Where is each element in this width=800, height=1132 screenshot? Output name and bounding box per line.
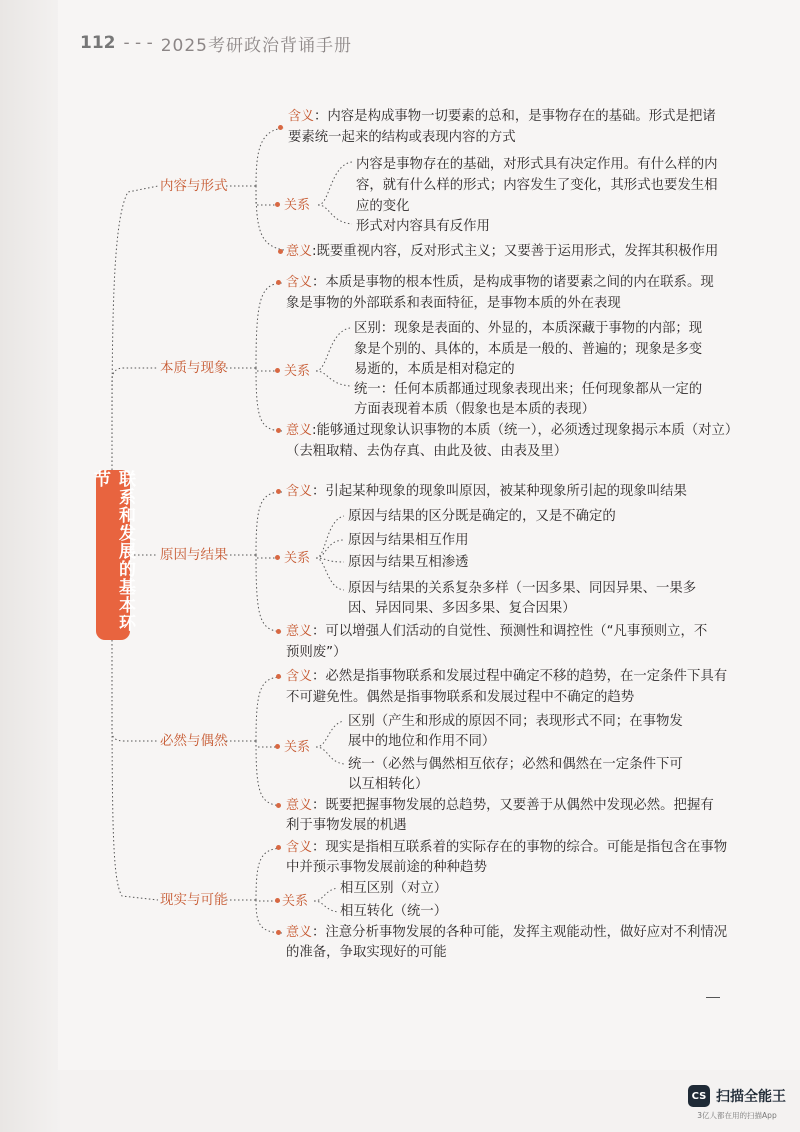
text: ：可以增强人们活动的自觉性、预测性和调控性（“凡事预则立，不 [312, 624, 708, 639]
text: ：现实是指相互联系着的实际存在的事物的综合。可能是指包含在事物 [312, 840, 728, 855]
label-relation: 关系 [284, 364, 311, 379]
necessity-definition-line1 [286, 666, 727, 687]
essence-definition-line1 [286, 272, 714, 293]
text: ：必然是指事物联系和发展过程中确定不移的趋势，在一定条件下具有 [312, 669, 728, 684]
cause-relation4-line2: 因、异因同果、多因多果、复合因果） [348, 601, 576, 616]
text: ：引起某种现象的现象叫原因，被某种现象所引起的现象叫结果 [312, 484, 687, 499]
content-form-relation1-line2: 容，就有什么样的形式；内容发生了变化，其形式也要发生相 [356, 178, 718, 193]
bullet-dot [276, 845, 281, 850]
bullet-dot [275, 555, 280, 560]
bullet-dot [275, 898, 280, 903]
root-label: 联系和发展的基本环节 [90, 470, 135, 632]
content-form-significance [286, 241, 718, 262]
text: :能够通过现象认识事物的本质（统一），必须透过现象揭示本质（对立） [312, 423, 739, 438]
label-meaning: 含义 [286, 840, 313, 855]
necessity-relation1-line1: 区别（产生和形成的原因不同；表现形式不同；在事物发 [348, 714, 683, 729]
cause-definition [286, 481, 687, 502]
watermark-tagline: 3亿人都在用的扫描App [697, 1111, 777, 1120]
node-necessity-chance: 必然与偶然 [160, 733, 228, 749]
bullet-dot [278, 125, 283, 130]
essence-significance-line2: （去粗取精、去伪存真、由此及彼、由表及里） [286, 444, 568, 459]
label-meaning: 含义 [286, 484, 313, 499]
camscanner-logo-icon: CS [688, 1085, 710, 1107]
watermark-name: 扫描全能王 [716, 1089, 786, 1105]
bullet-dot [275, 202, 280, 207]
label-significance: 意义 [286, 798, 313, 813]
label-significance: 意义 [286, 423, 313, 438]
reality-significance-line2: 的准备，争取实现好的可能 [286, 945, 447, 960]
essence-relation2-line1: 统一：任何本质都通过现象表现出来；任何现象都从一定的 [354, 382, 703, 397]
content-form-relation2-line1: 形式对内容具有反作用 [356, 219, 490, 234]
essence-definition-line2: 象是事物的外部联系和表面特征，是事物本质的外在表现 [286, 296, 621, 311]
node-cause-effect: 原因与结果 [160, 547, 228, 563]
necessity-relation2-line1: 统一（必然与偶然相互依存；必然和偶然在一定条件下可 [348, 757, 683, 772]
content-form-definition-line2: 要素统一起来的结构或表现内容的方式 [288, 130, 516, 145]
label-significance: 意义 [286, 925, 313, 940]
essence-relation1-line3: 易逝的，本质是相对稳定的 [354, 362, 515, 377]
scanner-watermark [688, 1085, 786, 1121]
content-form-relation1-line1: 内容是事物存在的基础，对形式具有决定作用。有什么样的内 [356, 157, 718, 172]
text: ：内容是构成事物一切要素的总和，是事物存在的基础。形式是把诸 [314, 109, 716, 124]
label-meaning: 含义 [286, 275, 313, 290]
label-relation: 关系 [284, 740, 311, 755]
cause-relation3: 原因与结果互相渗透 [348, 555, 469, 570]
label-relation: 关系 [284, 551, 311, 566]
decorative-dash [706, 997, 720, 998]
bullet-dot [276, 803, 281, 808]
cause-relation2: 原因与结果相互作用 [348, 533, 469, 548]
text: ：注意分析事物发展的各种可能，发挥主观能动性，做好应对不利情况 [312, 925, 728, 940]
label-relation: 关系 [284, 198, 311, 213]
bullet-dot [276, 489, 281, 494]
essence-relation1-line2: 象是个别的、具体的，本质是一般的、普遍的；现象是多变 [354, 342, 703, 357]
bullet-dot [278, 249, 283, 254]
reality-significance-line1 [286, 922, 727, 943]
essence-relation2-line2: 方面表现着本质（假象也是本质的表现） [354, 402, 596, 417]
text: ：既要把握事物发展的总趋势，又要善于从偶然中发现必然。把握有 [312, 798, 714, 813]
root-node [90, 470, 135, 640]
cause-significance-line1 [286, 621, 707, 642]
label-relation: 关系 [282, 894, 309, 909]
header-dashes: - - - [123, 33, 153, 53]
necessity-significance-line2: 利于事物发展的机遇 [286, 818, 407, 833]
label-meaning: 含义 [286, 669, 313, 684]
content-form-relation1-line3: 应的变化 [356, 199, 410, 214]
label-meaning: 含义 [288, 109, 315, 124]
bullet-dot [276, 674, 281, 679]
necessity-relation1-line2: 展中的地位和作用不同） [348, 734, 496, 749]
bullet-dot [276, 629, 281, 634]
necessity-definition-line2: 不可避免性。偶然是指事物联系和发展过程中不确定的趋势 [286, 690, 635, 705]
node-content-form: 内容与形式 [160, 178, 228, 194]
node-essence-phenomenon: 本质与现象 [160, 360, 228, 376]
label-significance: 意义 [286, 624, 313, 639]
essence-significance-line1 [286, 420, 738, 441]
bullet-dot [275, 368, 280, 373]
header-title: 2025考研政治背诵手册 [160, 35, 352, 56]
text: :既要重视内容，反对形式主义；又要善于运用形式，发挥其积极作用 [312, 244, 719, 259]
cause-significance-line2: 预则废”） [286, 645, 347, 660]
reality-relation2: 相互转化（统一） [340, 904, 448, 919]
reality-relation1: 相互区别（对立） [340, 881, 448, 896]
reality-definition-line2: 中并预示事物发展前途的种种趋势 [286, 860, 487, 875]
necessity-relation2-line2: 以互相转化） [348, 777, 429, 792]
content-form-definition-line1 [288, 106, 716, 127]
bullet-dot [275, 744, 280, 749]
bullet-dot [276, 280, 281, 285]
text: ：本质是事物的根本性质，是构成事物的诸要素之间的内在联系。现 [312, 275, 714, 290]
page-number: 112 [80, 33, 116, 53]
cause-relation4-line1: 原因与结果的关系复杂多样（一因多果、同因异果、一果多 [348, 581, 697, 596]
reality-definition-line1 [286, 837, 727, 858]
node-reality-possibility: 现实与可能 [160, 892, 228, 908]
bullet-dot [276, 428, 281, 433]
bullet-dot [276, 930, 281, 935]
cause-relation1: 原因与结果的区分既是确定的，又是不确定的 [348, 509, 616, 524]
necessity-significance-line1 [286, 795, 714, 816]
label-significance: 意义 [286, 244, 313, 259]
essence-relation1-line1: 区别：现象是表面的、外显的，本质深藏于事物的内部；现 [354, 321, 703, 336]
